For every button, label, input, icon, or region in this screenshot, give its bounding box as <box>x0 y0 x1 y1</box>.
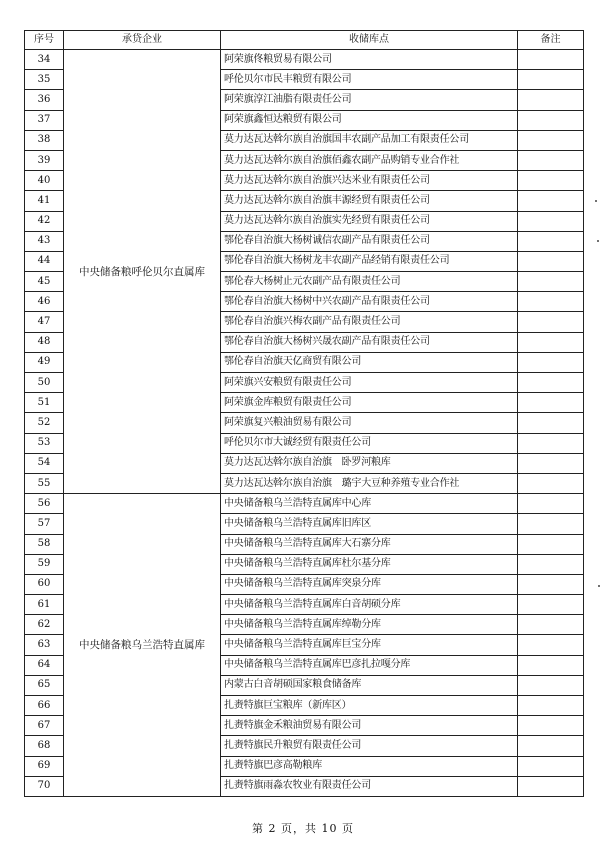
storage-location: 中央储备粮乌兰浩特直属库旧库区 <box>221 514 518 534</box>
row-number: 62 <box>25 615 64 635</box>
header-no: 序号 <box>25 31 64 50</box>
row-number: 69 <box>25 756 64 776</box>
page-footer: 第 2 页，共 10 页 <box>252 822 354 835</box>
row-number: 51 <box>25 393 64 413</box>
storage-location: 扎赉特旗巨宝粮库（新库区） <box>221 696 518 716</box>
table-body <box>25 50 584 797</box>
note-cell <box>518 272 584 292</box>
storage-location: 阿荣旗淳江油脂有限责任公司 <box>221 90 518 110</box>
row-number: 36 <box>25 90 64 110</box>
storage-location: 阿荣旗兴安粮贸有限责任公司 <box>221 373 518 393</box>
storage-location: 鄂伦春自治旗大杨树诚信农副产品有限责任公司 <box>221 231 518 251</box>
row-number: 34 <box>25 50 64 70</box>
row-number: 64 <box>25 655 64 675</box>
row-number: 56 <box>25 494 64 514</box>
row-number: 50 <box>25 373 64 393</box>
row-number: 59 <box>25 554 64 574</box>
storage-location: 内蒙古白音胡硕国家粮食储备库 <box>221 675 518 695</box>
note-cell <box>518 150 584 170</box>
storage-location: 鄂伦春自治旗兴梅农副产品有限责任公司 <box>221 312 518 332</box>
storage-location: 莫力达瓦达斡尔族自治旗佰鑫农副产品购销专业合作社 <box>221 150 518 170</box>
note-cell <box>518 514 584 534</box>
table-row <box>25 494 584 514</box>
storage-location: 呼伦贝尔市大诚经贸有限责任公司 <box>221 433 518 453</box>
enterprise-name: 中央储备粮乌兰浩特直属库 <box>64 494 221 797</box>
row-number: 55 <box>25 473 64 493</box>
header-location: 收储库点 <box>221 31 518 50</box>
row-number: 37 <box>25 110 64 130</box>
header-row <box>25 31 584 50</box>
note-cell <box>518 231 584 251</box>
row-number: 43 <box>25 231 64 251</box>
storage-location: 中央储备粮乌兰浩特直属库突泉分库 <box>221 574 518 594</box>
note-cell <box>518 373 584 393</box>
note-cell <box>518 574 584 594</box>
storage-location: 莫力达瓦达斡尔族自治旗兴达米业有限责任公司 <box>221 171 518 191</box>
note-cell <box>518 675 584 695</box>
note-cell <box>518 90 584 110</box>
note-cell <box>518 554 584 574</box>
storage-location: 莫力达瓦达斡尔族自治旗 卧罗河粮库 <box>221 453 518 473</box>
header-enterprise: 承贷企业 <box>64 31 221 50</box>
row-number: 35 <box>25 70 64 90</box>
storage-location: 莫力达瓦达斡尔族自治旗 璐宇大豆种养殖专业合作社 <box>221 473 518 493</box>
storage-location: 中央储备粮乌兰浩特直属库巴彦扎拉嘎分库 <box>221 655 518 675</box>
note-cell <box>518 211 584 231</box>
note-cell <box>518 595 584 615</box>
storage-location: 阿荣旗佟粮贸易有限公司 <box>221 50 518 70</box>
row-number: 40 <box>25 171 64 191</box>
storage-location: 鄂伦春大杨树止元农副产品有限责任公司 <box>221 272 518 292</box>
note-cell <box>518 534 584 554</box>
storage-location: 中央储备粮乌兰浩特直属库杜尔基分库 <box>221 554 518 574</box>
storage-location: 扎赉特旗民升粮贸有限责任公司 <box>221 736 518 756</box>
note-cell <box>518 473 584 493</box>
row-number: 54 <box>25 453 64 473</box>
row-number: 38 <box>25 130 64 150</box>
note-cell <box>518 130 584 150</box>
note-cell <box>518 615 584 635</box>
note-cell <box>518 655 584 675</box>
storage-location: 中央储备粮乌兰浩特直属库绰勒分库 <box>221 615 518 635</box>
storage-location: 莫力达瓦达斡尔族自治旗实先经贸有限责任公司 <box>221 211 518 231</box>
row-number: 68 <box>25 736 64 756</box>
note-cell <box>518 453 584 473</box>
row-number: 70 <box>25 776 64 796</box>
note-cell <box>518 171 584 191</box>
storage-location: 鄂伦春自治旗天亿商贸有限公司 <box>221 352 518 372</box>
header-note: 备注 <box>518 31 584 50</box>
storage-location: 扎赉特旗雨淼农牧业有限责任公司 <box>221 776 518 796</box>
storage-location: 鄂伦春自治旗大杨树中兴农副产品有限责任公司 <box>221 292 518 312</box>
note-cell <box>518 50 584 70</box>
row-number: 65 <box>25 675 64 695</box>
scan-dot <box>595 200 597 202</box>
storage-location: 扎赉特旗金禾粮油贸易有限公司 <box>221 716 518 736</box>
note-cell <box>518 312 584 332</box>
row-number: 41 <box>25 191 64 211</box>
storage-location: 中央储备粮乌兰浩特直属库大石寨分库 <box>221 534 518 554</box>
storage-location: 扎赉特旗巴彦高勒粮库 <box>221 756 518 776</box>
note-cell <box>518 433 584 453</box>
scan-dot <box>598 585 600 587</box>
note-cell <box>518 413 584 433</box>
note-cell <box>518 494 584 514</box>
row-number: 67 <box>25 716 64 736</box>
row-number: 63 <box>25 635 64 655</box>
storage-location: 莫力达瓦达斡尔族自治旗丰源经贸有限责任公司 <box>221 191 518 211</box>
row-number: 42 <box>25 211 64 231</box>
note-cell <box>518 716 584 736</box>
row-number: 53 <box>25 433 64 453</box>
storage-location: 莫力达瓦达斡尔族自治旗国丰农副产品加工有限责任公司 <box>221 130 518 150</box>
note-cell <box>518 191 584 211</box>
storage-location: 鄂伦春自治旗大杨树龙丰农副产品经销有限责任公司 <box>221 251 518 271</box>
storage-location: 中央储备粮乌兰浩特直属库白音胡硕分库 <box>221 595 518 615</box>
table-row <box>25 50 584 70</box>
enterprise-name: 中央储备粮呼伦贝尔直属库 <box>64 50 221 494</box>
storage-location: 阿荣旗复兴粮油贸易有限公司 <box>221 413 518 433</box>
row-number: 60 <box>25 574 64 594</box>
row-number: 44 <box>25 251 64 271</box>
note-cell <box>518 352 584 372</box>
storage-location: 中央储备粮乌兰浩特直属库巨宝分库 <box>221 635 518 655</box>
storage-location: 呼伦贝尔市民丰粮贸有限公司 <box>221 70 518 90</box>
note-cell <box>518 292 584 312</box>
note-cell <box>518 736 584 756</box>
note-cell <box>518 696 584 716</box>
row-number: 66 <box>25 696 64 716</box>
storage-location: 中央储备粮乌兰浩特直属库中心库 <box>221 494 518 514</box>
note-cell <box>518 251 584 271</box>
row-number: 39 <box>25 150 64 170</box>
note-cell <box>518 332 584 352</box>
row-number: 47 <box>25 312 64 332</box>
row-number: 49 <box>25 352 64 372</box>
row-number: 46 <box>25 292 64 312</box>
storage-table <box>24 30 584 797</box>
row-number: 48 <box>25 332 64 352</box>
row-number: 52 <box>25 413 64 433</box>
row-number: 57 <box>25 514 64 534</box>
scan-dot <box>597 240 599 242</box>
row-number: 61 <box>25 595 64 615</box>
note-cell <box>518 110 584 130</box>
storage-location: 阿荣旗金库粮贸有限责任公司 <box>221 393 518 413</box>
note-cell <box>518 70 584 90</box>
note-cell <box>518 635 584 655</box>
note-cell <box>518 393 584 413</box>
note-cell <box>518 756 584 776</box>
row-number: 58 <box>25 534 64 554</box>
storage-location: 鄂伦春自治旗大杨树兴晟农副产品有限责任公司 <box>221 332 518 352</box>
row-number: 45 <box>25 272 64 292</box>
storage-location: 阿荣旗鑫恒达粮贸有限公司 <box>221 110 518 130</box>
note-cell <box>518 776 584 796</box>
